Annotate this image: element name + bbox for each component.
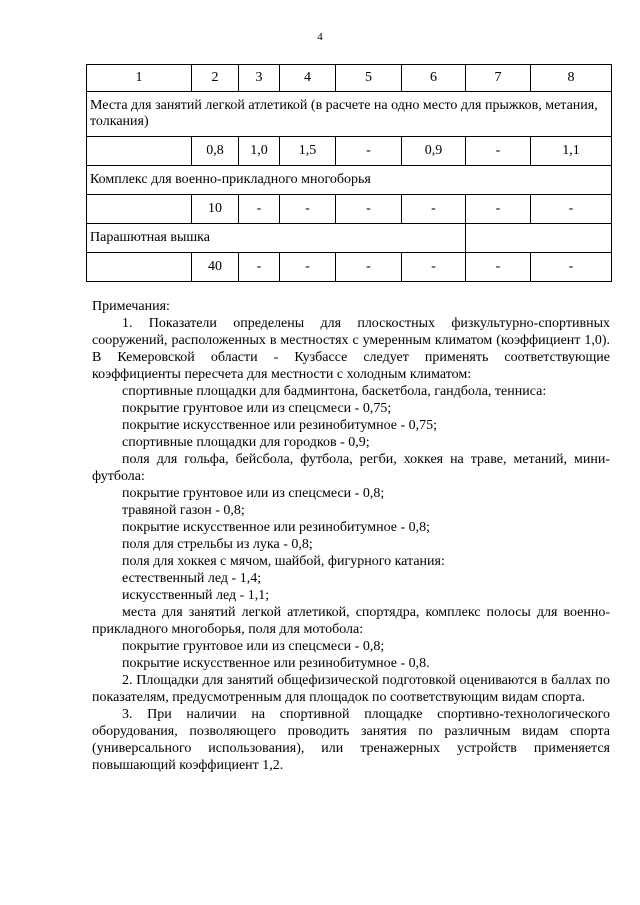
value-cell: - [466,137,531,166]
value-cell: - [239,195,280,224]
header-cell: 2 [192,65,239,92]
table-row [87,137,612,166]
value-cell: - [466,195,531,224]
value-cell: 10 [192,195,239,224]
notes-section [92,298,610,774]
value-cell: 1,5 [280,137,336,166]
value-cell: - [402,195,466,224]
note-1-item: поля для гольфа, бейсбола, футбола, регби, хоккея на траве, метаний, мини-футбола: [92,452,610,484]
value-cell: - [239,253,280,282]
note-1-item: поля для стрельбы из лука - 0,8; [122,537,313,552]
section-title-parachute-tower: Парашютная вышка [87,224,466,253]
value-cell: - [280,253,336,282]
empty-cell [466,224,612,253]
note-1: 1. Показатели определены для плоскостных физкультурно-спортивных сооружений, расположенных в местностях с умеренным климатом (коэффициент 1,0). В Кемеровской области - Кузбассе следует применять соответствующие коэффициенты пересчета для местности с холодным климатом: [92,316,610,382]
note-3: 3. При наличии на спортивной площадке спортивно-технологического оборудования, позволяющего проводить занятия по различным видам спорта (универсального использования), или тренажерных устройств применяется повышающий коэффициент 1,2. [92,707,610,773]
notes-heading: Примечания: [92,299,170,314]
note-1-item: травяной газон - 0,8; [122,503,245,518]
note-1-item: покрытие искусственное или резинобитумное - 0,8. [122,656,430,671]
header-cell: 5 [336,65,402,92]
note-1-item: покрытие искусственное или резинобитумное - 0,75; [122,418,438,433]
table-row [87,195,612,224]
note-1-item: естественный лед - 1,4; [122,571,262,586]
section-title-row [87,92,612,137]
section-title-row [87,166,612,195]
section-title-athletics: Места для занятий легкой атлетикой (в расчете на одно место для прыжков, метания, толкания) [87,92,612,137]
note-2: 2. Площадки для занятий общефизической подготовкой оцениваются в баллах по показателям, предусмотренным для площадок по соответствующим видам спорта. [92,673,610,705]
header-cell: 6 [402,65,466,92]
header-cell: 1 [87,65,192,92]
note-1-item: поля для хоккея с мячом, шайбой, фигурного катания: [122,554,445,569]
note-1-item: спортивные площадки для городков - 0,9; [122,435,370,450]
value-cell: - [402,253,466,282]
value-cell: - [336,195,402,224]
header-cell: 4 [280,65,336,92]
value-cell [87,253,192,282]
value-cell: 40 [192,253,239,282]
value-cell: - [531,195,612,224]
value-cell: - [531,253,612,282]
value-cell: 1,1 [531,137,612,166]
value-cell: - [336,137,402,166]
value-cell: 0,8 [192,137,239,166]
note-1-item: покрытие грунтовое или из спецсмеси - 0,75; [122,401,392,416]
value-cell: 0,9 [402,137,466,166]
note-1-item: искусственный лед - 1,1; [122,588,270,603]
norms-table [86,64,612,282]
note-1-item: покрытие грунтовое или из спецсмеси - 0,8; [122,639,385,654]
header-cell: 3 [239,65,280,92]
value-cell [87,195,192,224]
header-cell: 7 [466,65,531,92]
note-1-item: покрытие искусственное или резинобитумное - 0,8; [122,520,431,535]
value-cell [87,137,192,166]
value-cell: - [466,253,531,282]
section-title-row [87,224,612,253]
note-1-item: места для занятий легкой атлетикой, спортядра, комплекс полосы для военно-прикладного многоборья, поля для мотобола: [92,605,610,637]
value-cell: - [336,253,402,282]
header-cell: 8 [531,65,612,92]
value-cell: - [280,195,336,224]
table-header-row [87,65,612,92]
table-row [87,253,612,282]
page-number: 4 [317,31,323,43]
section-title-military-complex: Комплекс для военно-прикладного многоборья [87,166,612,195]
value-cell: 1,0 [239,137,280,166]
note-1-item: покрытие грунтовое или из спецсмеси - 0,8; [122,486,385,501]
note-1-item: спортивные площадки для бадминтона, баскетбола, гандбола, тенниса: [122,384,547,399]
